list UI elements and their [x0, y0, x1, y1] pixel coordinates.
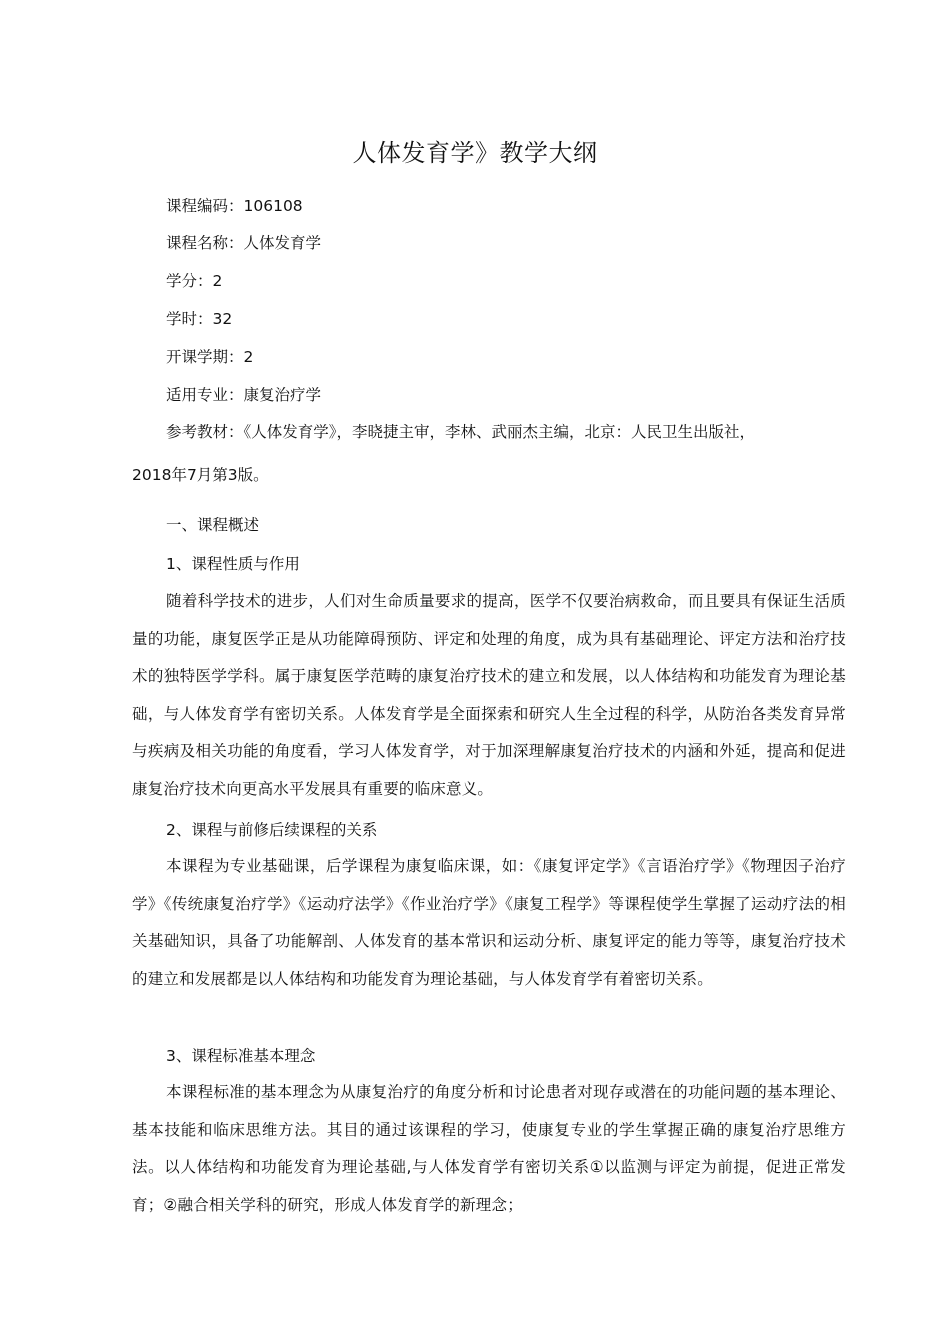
credits: 学分：2: [166, 272, 223, 290]
section-heading-overview: 一、课程概述: [166, 516, 260, 534]
subsection-heading-philosophy: 3、课程标准基本理念: [166, 1047, 316, 1065]
paragraph-relations: 本课程为专业基础课，后学课程为康复临床课，如：《康复评定学》《言语治疗学》《物理因子治疗学》《传统康复治疗学》《运动疗法学》《作业治疗学》《康复工程学》等课程使学生掌握了运动疗法的相关基础知识，具备了功能解剖、人体发育的基本常识和运动分析、康复评定的能力等等，康复治疗技术的建立和发展都是以人体结构和功能发育为理论基础，与人体发育学有着密切关系。: [132, 857, 846, 988]
subsection-heading-nature: 1、课程性质与作用: [166, 555, 300, 573]
course-name: 课程名称：人体发育学: [166, 234, 322, 252]
reference-textbook: 参考教材：《人体发育学》，李晓捷主审，李林、武丽杰主编，北京：人民卫生出版社，: [166, 423, 756, 441]
subsection-heading-relations: 2、课程与前修后续课程的关系: [166, 821, 378, 839]
semester: 开课学期：2: [166, 348, 254, 366]
applicable-major: 适用专业：康复治疗学: [166, 386, 322, 404]
paragraph-nature: 随着科学技术的进步，人们对生命质量要求的提高，医学不仅要治病救命，而且要具有保证生活质量的功能，康复医学正是从功能障碍预防、评定和处理的角度，成为具有基础理论、评定方法和治疗技术的独特医学学科。属于康复医学范畴的康复治疗技术的建立和发展，以人体结构和功能发育为理论基础，与人体发育学有密切关系。人体发育学是全面探索和研究人生全过程的科学，从防治各类发育异常与疾病及相关功能的角度看，学习人体发育学，对于加深理解康复治疗技术的内涵和外延，提高和促进康复治疗技术向更高水平发展具有重要的临床意义。: [132, 592, 846, 798]
class-hours: 学时：32: [166, 310, 233, 328]
reference-textbook-edition: 2018年7月第3版。: [132, 466, 269, 484]
paragraph-philosophy: 本课程标准的基本理念为从康复治疗的角度分析和讨论患者对现存或潜在的功能问题的基本理论、基本技能和临床思维方法。其目的通过该课程的学习，使康复专业的学生掌握正确的康复治疗思维方法。以人体结构和功能发育为理论基础,与人体发育学有密切关系①以监测与评定为前提，促进正常发育；②融合相关学科的研究，形成人体发育学的新理念；: [132, 1083, 846, 1214]
course-code: 课程编码：106108: [166, 197, 303, 215]
document-title: 人体发育学》教学大纲: [352, 139, 598, 167]
